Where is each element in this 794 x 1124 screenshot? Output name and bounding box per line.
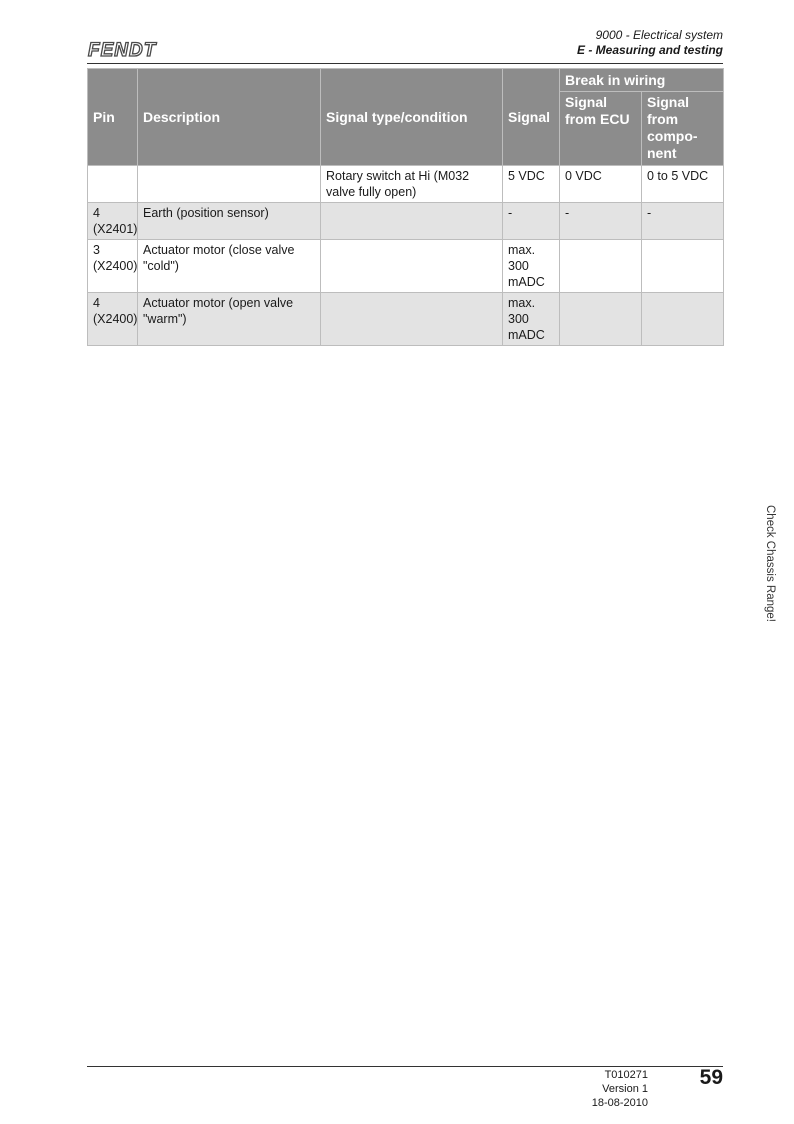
cell-from-component bbox=[642, 293, 724, 346]
table-row bbox=[88, 166, 724, 203]
header-signal-from-ecu: Signal from ECU bbox=[560, 92, 642, 166]
header-chapter-title: E - Measuring and testing bbox=[576, 43, 723, 57]
side-note: Check Chassis Range! bbox=[764, 505, 776, 622]
cell-description bbox=[138, 166, 321, 203]
cell-description: Actuator motor (open valve "warm") bbox=[138, 293, 321, 346]
cell-signal-type bbox=[321, 293, 503, 346]
cell-from-component: 0 to 5 VDC bbox=[642, 166, 724, 203]
cell-from-ecu: - bbox=[560, 203, 642, 240]
header-signal-from-component: Signal from compo-nent bbox=[642, 92, 724, 166]
cell-signal: 5 VDC bbox=[503, 166, 560, 203]
cell-signal-type bbox=[321, 240, 503, 293]
cell-signal: max. 300 mADC bbox=[503, 293, 560, 346]
document-header bbox=[577, 28, 723, 58]
footer-version: Version 1 bbox=[602, 1083, 648, 1095]
cell-signal: max. 300 mADC bbox=[503, 240, 560, 293]
footer-document-code: T010271 bbox=[604, 1069, 648, 1081]
cell-from-component: - bbox=[642, 203, 724, 240]
table-row bbox=[88, 240, 724, 293]
cell-description: Actuator motor (close valve "cold") bbox=[138, 240, 321, 293]
footer-info bbox=[560, 1068, 648, 1110]
table-row bbox=[88, 203, 724, 240]
cell-pin: 4 (X2401) bbox=[88, 203, 138, 240]
cell-from-ecu bbox=[560, 293, 642, 346]
table-row bbox=[88, 293, 724, 346]
cell-pin bbox=[88, 166, 138, 203]
cell-from-ecu: 0 VDC bbox=[560, 166, 642, 203]
footer-date: 18-08-2010 bbox=[591, 1097, 648, 1109]
header-pin: Pin bbox=[88, 69, 138, 166]
cell-signal: - bbox=[503, 203, 560, 240]
footer-rule bbox=[87, 1066, 723, 1067]
header-rule bbox=[87, 63, 723, 64]
header-section-title: 9000 - Electrical system bbox=[595, 28, 723, 42]
cell-from-component bbox=[642, 240, 724, 293]
header-break-in-wiring: Break in wiring bbox=[560, 69, 724, 92]
fendt-logo: FENDT bbox=[88, 40, 157, 61]
cell-description: Earth (position sensor) bbox=[138, 203, 321, 240]
cell-pin: 4 (X2400) bbox=[88, 293, 138, 346]
cell-pin: 3 (X2400) bbox=[88, 240, 138, 293]
cell-from-ecu bbox=[560, 240, 642, 293]
header-signal: Signal bbox=[503, 69, 560, 166]
header-signal-type: Signal type/condition bbox=[321, 69, 503, 166]
cell-signal-type bbox=[321, 203, 503, 240]
page-number: 59 bbox=[699, 1066, 723, 1089]
header-description: Description bbox=[138, 69, 321, 166]
cell-signal-type: Rotary switch at Hi (M032 valve fully open) bbox=[321, 166, 503, 203]
pin-signal-table bbox=[87, 68, 724, 346]
